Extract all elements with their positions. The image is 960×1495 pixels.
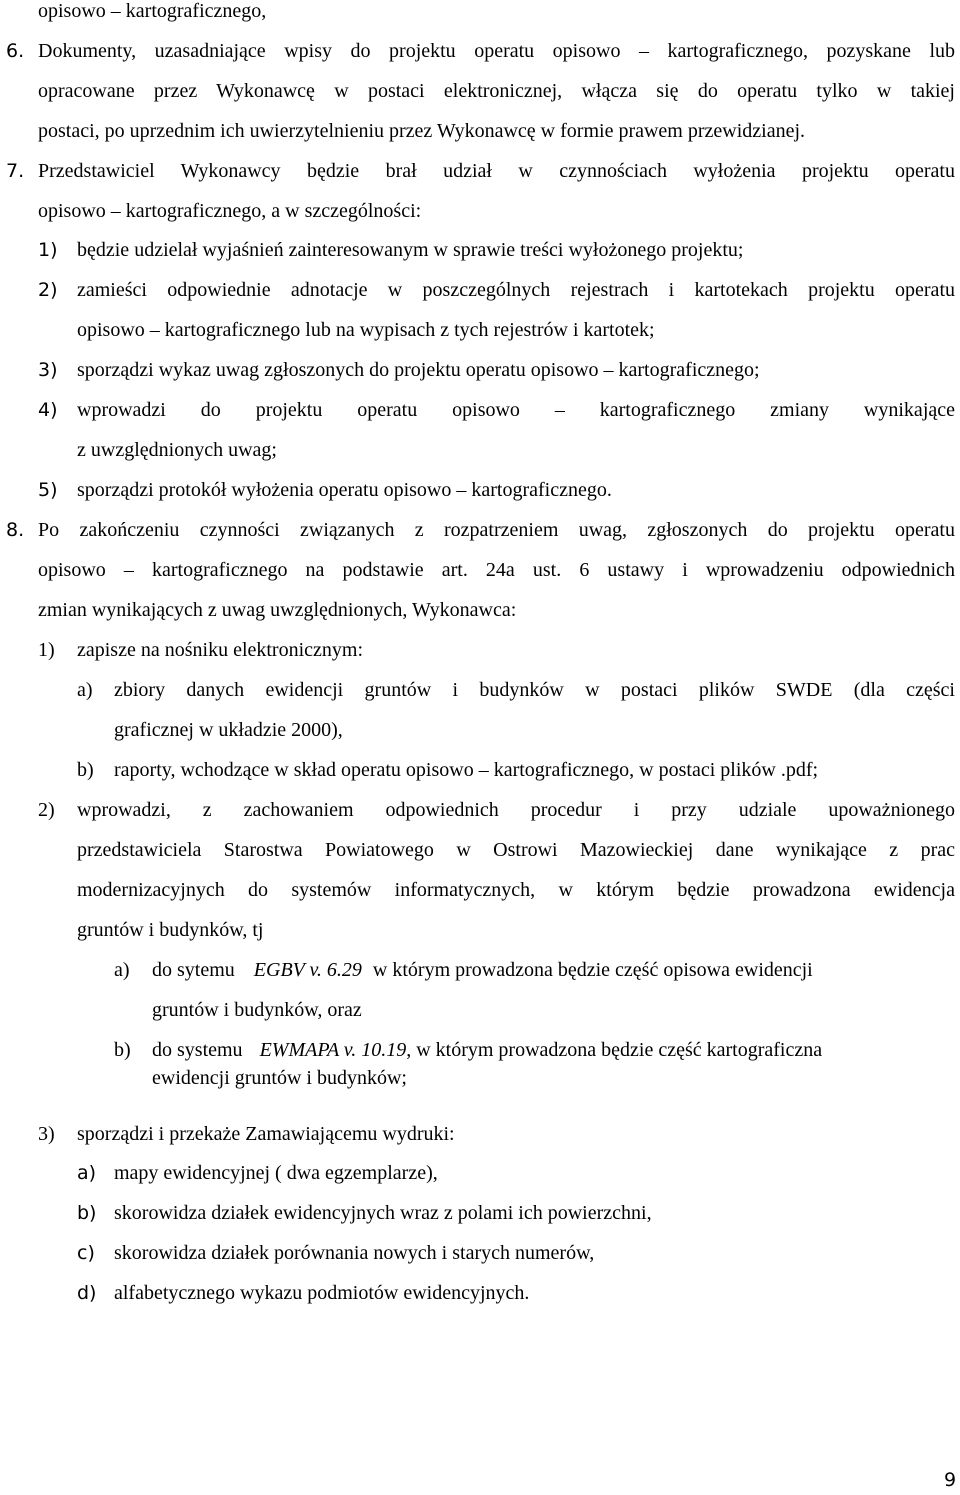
text-line: opracowane przez Wykonawcę w postaci elektronicznej, włącza się do operatu tylko w takiej bbox=[38, 80, 955, 102]
list-marker: a) bbox=[114, 959, 130, 981]
text-line: opisowo – kartograficznego, bbox=[38, 0, 267, 22]
text-line: opisowo – kartograficznego na podstawie art. 24a ust. 6 ustawy i wprowadzeniu odpowiednich bbox=[38, 559, 955, 581]
text-line: graficznej w układzie 2000), bbox=[114, 719, 343, 741]
text-line: sporządzi i przekaże Zamawiającemu wydruki: bbox=[77, 1123, 455, 1145]
list-marker: d) bbox=[77, 1282, 97, 1304]
list-marker: 3) bbox=[38, 1123, 55, 1145]
text-line: ewidencji gruntów i budynków; bbox=[152, 1067, 407, 1089]
paragraph-number: 6. bbox=[6, 40, 25, 62]
text-line: wprowadzi, z zachowaniem odpowiednich procedur i przy udziale upoważnionego bbox=[77, 799, 955, 821]
text-line: raporty, wchodzące w skład operatu opisowo – kartograficznego, w postaci plików .pdf; bbox=[114, 759, 819, 781]
text-line: gruntów i budynków, oraz bbox=[152, 999, 362, 1021]
paragraph-number: 8. bbox=[6, 519, 25, 541]
text-line: opisowo – kartograficznego, a w szczególności: bbox=[38, 200, 422, 222]
text-line: zmian wynikających z uwag uwzględnionych, Wykonawca: bbox=[38, 599, 517, 621]
list-marker: 5) bbox=[38, 479, 58, 501]
text-line: będzie udzielał wyjaśnień zainteresowanym w sprawie treści wyłożonego projektu; bbox=[77, 239, 744, 261]
text-line: przedstawiciela Starostwa Powiatowego w Ostrowi Mazowieckiej dane wynikające z prac bbox=[77, 839, 955, 861]
list-marker: 2) bbox=[38, 799, 55, 821]
text-line: zapisze na nośniku elektronicznym: bbox=[77, 639, 364, 661]
list-marker: 3) bbox=[38, 359, 58, 381]
text-line: mapy ewidencyjnej ( dwa egzemplarze), bbox=[114, 1162, 438, 1184]
text-line: Przedstawiciel Wykonawcy będzie brał udział w czynnościach wyłożenia projektu operatu bbox=[38, 160, 955, 182]
text-line: skorowidza działek porównania nowych i starych numerów, bbox=[114, 1242, 595, 1264]
text-line: modernizacyjnych do systemów informatycznych, w którym będzie prowadzona ewidencja bbox=[77, 879, 955, 901]
list-marker: a) bbox=[77, 1162, 97, 1184]
list-marker: 1) bbox=[38, 239, 58, 261]
list-marker: c) bbox=[77, 1242, 95, 1264]
text-line: sporządzi wykaz uwag zgłoszonych do projektu operatu opisowo – kartograficznego; bbox=[77, 359, 760, 381]
text-run: do systemu bbox=[152, 1039, 243, 1061]
text-line: wprowadzi do projektu operatu opisowo – kartograficznego zmiany wynikające bbox=[77, 399, 955, 421]
paragraph-number: 7. bbox=[6, 160, 25, 182]
list-marker: b) bbox=[114, 1039, 131, 1061]
list-marker: b) bbox=[77, 759, 94, 781]
text-line: zamieści odpowiednie adnotacje w poszczególnych rejestrach i kartotekach projektu operatu bbox=[77, 279, 955, 301]
text-line: postaci, po uprzednim ich uwierzytelnieniu przez Wykonawcę w formie prawem przewidzianej. bbox=[38, 120, 806, 142]
text-line: opisowo – kartograficznego lub na wypisach z tych rejestrów i kartotek; bbox=[77, 319, 655, 341]
page-number: 9 bbox=[944, 1469, 957, 1491]
list-marker: 4) bbox=[38, 399, 58, 421]
text-line: skorowidza działek ewidencyjnych wraz z polami ich powierzchni, bbox=[114, 1202, 652, 1224]
list-marker: 2) bbox=[38, 279, 58, 301]
text-line: Dokumenty, uzasadniające wpisy do projektu operatu opisowo – kartograficznego, pozyskane lub bbox=[38, 40, 955, 62]
list-marker: a) bbox=[77, 679, 93, 701]
text-line: Po zakończeniu czynności związanych z rozpatrzeniem uwag, zgłoszonych do projektu operatu bbox=[38, 519, 955, 541]
text-run: w którym prowadzona będzie część opisowa ewidencji bbox=[372, 959, 813, 981]
system-name: EWMAPA v. 10.19 bbox=[259, 1039, 407, 1061]
text-line: zbiory danych ewidencji gruntów i budynków w postaci plików SWDE (dla części bbox=[114, 679, 955, 701]
text-line bbox=[152, 958, 813, 982]
text-line bbox=[152, 1038, 822, 1062]
text-line: alfabetycznego wykazu podmiotów ewidencyjnych. bbox=[114, 1282, 530, 1304]
text-run: , w którym prowadzona będzie część kartograficzna bbox=[406, 1039, 823, 1061]
list-marker: b) bbox=[77, 1202, 97, 1224]
text-run: do sytemu bbox=[152, 959, 235, 981]
text-line: sporządzi protokół wyłożenia operatu opisowo – kartograficznego. bbox=[77, 479, 612, 501]
text-line: gruntów i budynków, tj bbox=[77, 919, 264, 941]
text-line: z uwzględnionych uwag; bbox=[77, 439, 277, 461]
list-marker: 1) bbox=[38, 639, 55, 661]
system-name: EGBV v. 6.29 bbox=[253, 959, 362, 981]
